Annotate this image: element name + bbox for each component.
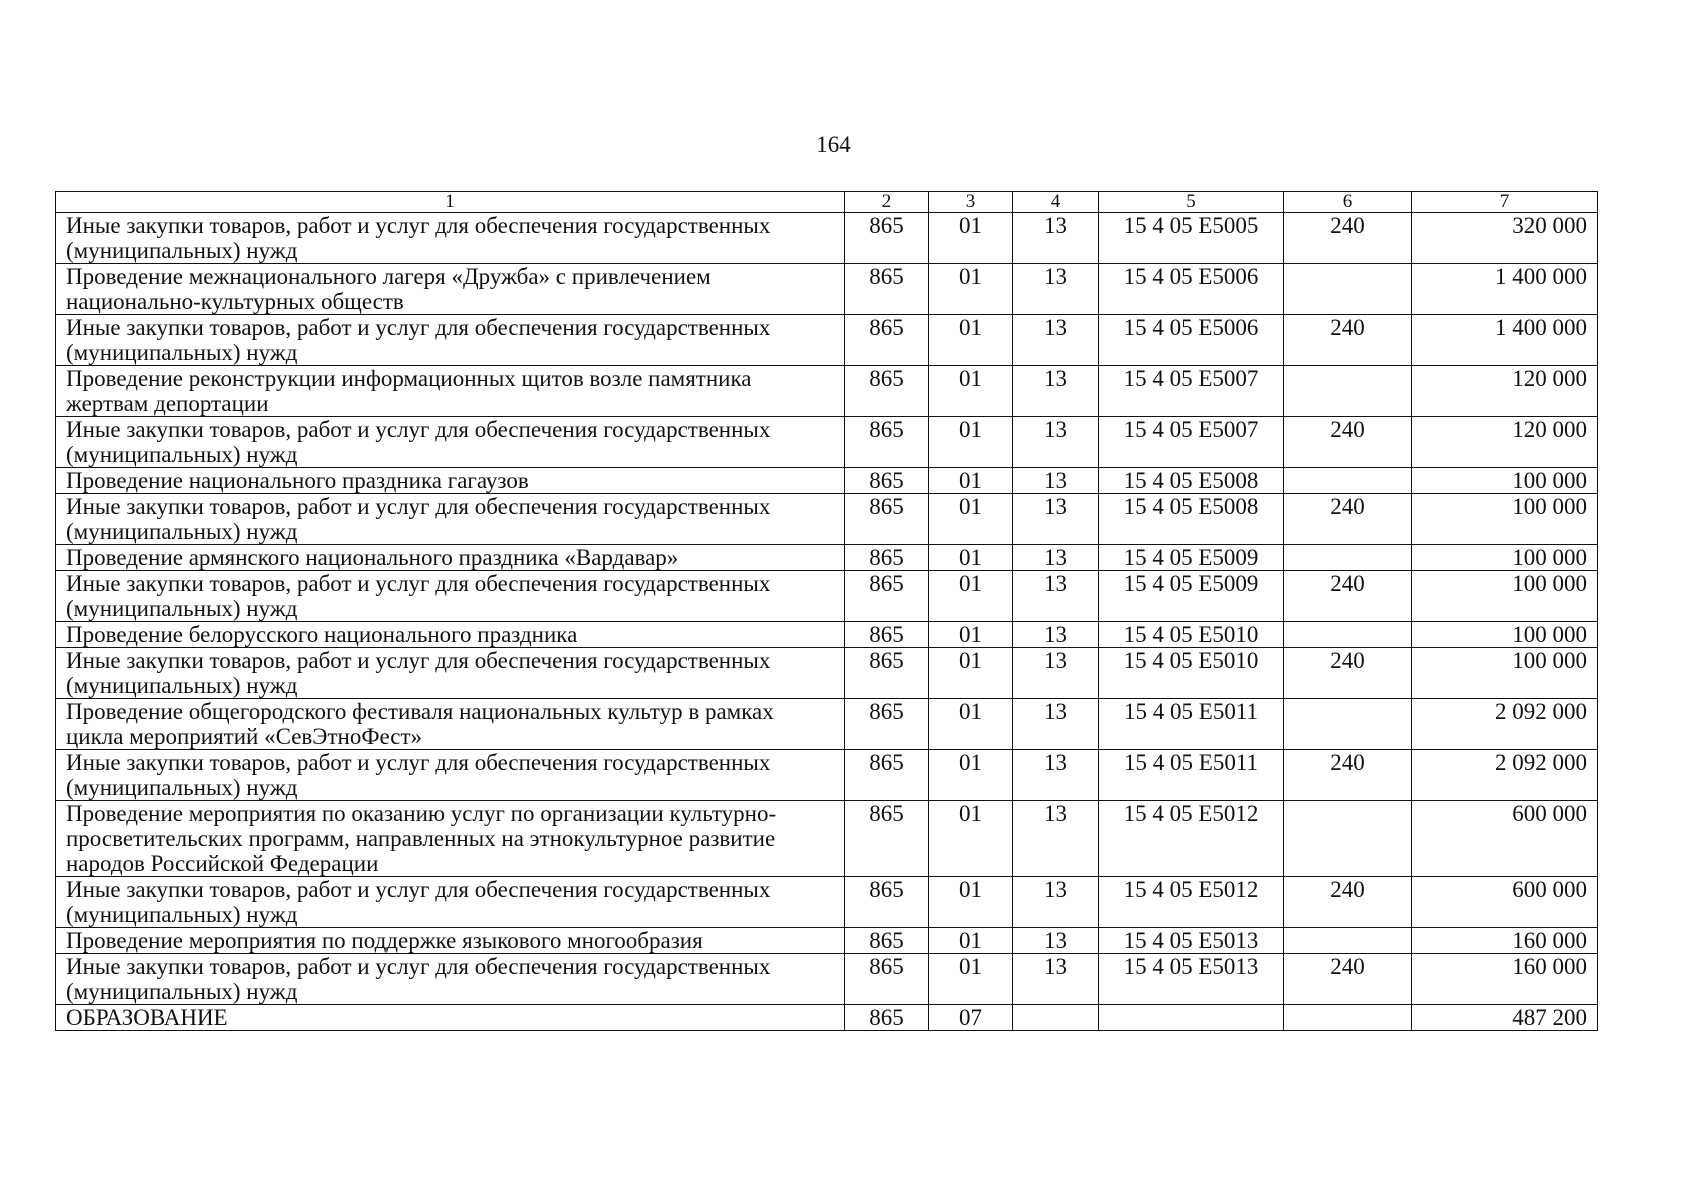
cell-expense-type bbox=[1284, 699, 1412, 750]
cell-target-article: 15 4 05 E5011 bbox=[1099, 750, 1284, 801]
row-description: Иные закупки товаров, работ и услуг для обеспечения государственных (муниципальных) нужд bbox=[56, 213, 845, 264]
cell-amount: 160 000 bbox=[1412, 928, 1598, 954]
cell-section: 01 bbox=[929, 264, 1013, 315]
cell-subsection: 13 bbox=[1013, 954, 1099, 1005]
cell-subsection: 13 bbox=[1013, 213, 1099, 264]
cell-target-article: 15 4 05 E5007 bbox=[1099, 366, 1284, 417]
page-number: 164 bbox=[816, 132, 851, 157]
cell-section: 01 bbox=[929, 928, 1013, 954]
cell-expense-type: 240 bbox=[1284, 648, 1412, 699]
cell-department: 865 bbox=[845, 366, 929, 417]
cell-subsection: 13 bbox=[1013, 648, 1099, 699]
cell-amount: 100 000 bbox=[1412, 494, 1598, 545]
cell-target-article: 15 4 05 E5012 bbox=[1099, 801, 1284, 877]
table-row bbox=[56, 699, 1598, 750]
cell-amount: 100 000 bbox=[1412, 622, 1598, 648]
cell-target-article: 15 4 05 E5011 bbox=[1099, 699, 1284, 750]
row-description: Иные закупки товаров, работ и услуг для обеспечения государственных (муниципальных) нужд bbox=[56, 877, 845, 928]
column-header: 2 bbox=[845, 192, 929, 213]
column-header: 7 bbox=[1412, 192, 1598, 213]
cell-department: 865 bbox=[845, 494, 929, 545]
row-description: ОБРАЗОВАНИЕ bbox=[56, 1005, 845, 1031]
cell-target-article: 15 4 05 E5010 bbox=[1099, 622, 1284, 648]
cell-subsection: 13 bbox=[1013, 801, 1099, 877]
cell-expense-type: 240 bbox=[1284, 750, 1412, 801]
cell-subsection: 13 bbox=[1013, 750, 1099, 801]
cell-target-article: 15 4 05 E5009 bbox=[1099, 545, 1284, 571]
cell-target-article: 15 4 05 E5008 bbox=[1099, 468, 1284, 494]
cell-amount: 160 000 bbox=[1412, 954, 1598, 1005]
row-description: Иные закупки товаров, работ и услуг для обеспечения государственных (муниципальных) нужд bbox=[56, 571, 845, 622]
cell-department: 865 bbox=[845, 213, 929, 264]
table-row bbox=[56, 494, 1598, 545]
column-header: 5 bbox=[1099, 192, 1284, 213]
cell-amount: 100 000 bbox=[1412, 468, 1598, 494]
cell-section: 01 bbox=[929, 801, 1013, 877]
row-description: Иные закупки товаров, работ и услуг для обеспечения государственных (муниципальных) нужд bbox=[56, 417, 845, 468]
row-description: Проведение мероприятия по поддержке языкового многообразия bbox=[56, 928, 845, 954]
cell-expense-type: 240 bbox=[1284, 494, 1412, 545]
row-description: Проведение межнационального лагеря «Дружба» с привлечением национально-культурных обществ bbox=[56, 264, 845, 315]
column-header: 3 bbox=[929, 192, 1013, 213]
table-row bbox=[56, 750, 1598, 801]
cell-section: 01 bbox=[929, 622, 1013, 648]
cell-section: 01 bbox=[929, 494, 1013, 545]
row-description: Иные закупки товаров, работ и услуг для обеспечения государственных (муниципальных) нужд bbox=[56, 954, 845, 1005]
cell-expense-type bbox=[1284, 264, 1412, 315]
cell-target-article: 15 4 05 E5005 bbox=[1099, 213, 1284, 264]
cell-amount: 120 000 bbox=[1412, 417, 1598, 468]
cell-section: 01 bbox=[929, 213, 1013, 264]
cell-department: 865 bbox=[845, 571, 929, 622]
table-row bbox=[56, 928, 1598, 954]
table-row bbox=[56, 801, 1598, 877]
cell-section: 01 bbox=[929, 648, 1013, 699]
cell-department: 865 bbox=[845, 928, 929, 954]
cell-department: 865 bbox=[845, 1005, 929, 1031]
cell-section: 07 bbox=[929, 1005, 1013, 1031]
cell-target-article: 15 4 05 E5013 bbox=[1099, 928, 1284, 954]
table-row bbox=[56, 264, 1598, 315]
cell-subsection: 13 bbox=[1013, 699, 1099, 750]
table-row bbox=[56, 622, 1598, 648]
cell-department: 865 bbox=[845, 750, 929, 801]
cell-department: 865 bbox=[845, 954, 929, 1005]
table-row bbox=[56, 954, 1598, 1005]
cell-section: 01 bbox=[929, 468, 1013, 494]
cell-target-article: 15 4 05 E5013 bbox=[1099, 954, 1284, 1005]
cell-expense-type bbox=[1284, 545, 1412, 571]
table-row bbox=[56, 648, 1598, 699]
cell-expense-type bbox=[1284, 468, 1412, 494]
cell-amount: 100 000 bbox=[1412, 648, 1598, 699]
cell-section: 01 bbox=[929, 417, 1013, 468]
cell-subsection: 13 bbox=[1013, 366, 1099, 417]
cell-department: 865 bbox=[845, 622, 929, 648]
cell-amount: 600 000 bbox=[1412, 801, 1598, 877]
cell-expense-type bbox=[1284, 1005, 1412, 1031]
cell-target-article: 15 4 05 E5006 bbox=[1099, 315, 1284, 366]
cell-amount: 320 000 bbox=[1412, 213, 1598, 264]
cell-amount: 1 400 000 bbox=[1412, 264, 1598, 315]
cell-target-article: 15 4 05 E5010 bbox=[1099, 648, 1284, 699]
column-header: 6 bbox=[1284, 192, 1412, 213]
cell-expense-type bbox=[1284, 928, 1412, 954]
cell-expense-type: 240 bbox=[1284, 213, 1412, 264]
cell-amount: 2 092 000 bbox=[1412, 699, 1598, 750]
cell-department: 865 bbox=[845, 315, 929, 366]
cell-subsection: 13 bbox=[1013, 877, 1099, 928]
cell-expense-type: 240 bbox=[1284, 954, 1412, 1005]
cell-target-article: 15 4 05 E5007 bbox=[1099, 417, 1284, 468]
table-row bbox=[56, 1005, 1598, 1031]
cell-expense-type bbox=[1284, 366, 1412, 417]
cell-target-article: 15 4 05 E5012 bbox=[1099, 877, 1284, 928]
cell-expense-type: 240 bbox=[1284, 571, 1412, 622]
cell-expense-type: 240 bbox=[1284, 315, 1412, 366]
cell-department: 865 bbox=[845, 545, 929, 571]
cell-section: 01 bbox=[929, 877, 1013, 928]
cell-amount: 2 092 000 bbox=[1412, 750, 1598, 801]
cell-expense-type bbox=[1284, 801, 1412, 877]
cell-department: 865 bbox=[845, 801, 929, 877]
cell-department: 865 bbox=[845, 468, 929, 494]
column-header: 1 bbox=[56, 192, 845, 213]
table-row bbox=[56, 545, 1598, 571]
cell-subsection: 13 bbox=[1013, 417, 1099, 468]
cell-expense-type: 240 bbox=[1284, 877, 1412, 928]
row-description: Проведение национального праздника гагаузов bbox=[56, 468, 845, 494]
cell-subsection: 13 bbox=[1013, 264, 1099, 315]
row-description: Проведение армянского национального праздника «Вардавар» bbox=[56, 545, 845, 571]
cell-department: 865 bbox=[845, 264, 929, 315]
cell-subsection: 13 bbox=[1013, 622, 1099, 648]
row-description: Проведение белорусского национального праздника bbox=[56, 622, 845, 648]
cell-section: 01 bbox=[929, 315, 1013, 366]
table-row bbox=[56, 571, 1598, 622]
cell-department: 865 bbox=[845, 699, 929, 750]
column-header: 4 bbox=[1013, 192, 1099, 213]
row-description: Иные закупки товаров, работ и услуг для обеспечения государственных (муниципальных) нужд bbox=[56, 315, 845, 366]
cell-subsection: 13 bbox=[1013, 928, 1099, 954]
cell-subsection: 13 bbox=[1013, 468, 1099, 494]
cell-section: 01 bbox=[929, 545, 1013, 571]
row-description: Проведение мероприятия по оказанию услуг по организации культурно-просветительских программ, направленных на этнокультурное развитие народов Российской Федерации bbox=[56, 801, 845, 877]
cell-section: 01 bbox=[929, 750, 1013, 801]
cell-amount: 100 000 bbox=[1412, 571, 1598, 622]
cell-target-article: 15 4 05 E5009 bbox=[1099, 571, 1284, 622]
cell-amount: 1 400 000 bbox=[1412, 315, 1598, 366]
cell-subsection: 13 bbox=[1013, 571, 1099, 622]
table-row bbox=[56, 417, 1598, 468]
cell-amount: 487 200 bbox=[1412, 1005, 1598, 1031]
cell-section: 01 bbox=[929, 954, 1013, 1005]
row-description: Иные закупки товаров, работ и услуг для обеспечения государственных (муниципальных) нужд bbox=[56, 750, 845, 801]
cell-amount: 100 000 bbox=[1412, 545, 1598, 571]
cell-department: 865 bbox=[845, 877, 929, 928]
row-description: Проведение общегородского фестиваля национальных культур в рамках цикла мероприятий «СевЭтноФест» bbox=[56, 699, 845, 750]
cell-amount: 600 000 bbox=[1412, 877, 1598, 928]
budget-table bbox=[55, 191, 1598, 1031]
row-description: Иные закупки товаров, работ и услуг для обеспечения государственных (муниципальных) нужд bbox=[56, 648, 845, 699]
cell-expense-type bbox=[1284, 622, 1412, 648]
cell-target-article: 15 4 05 E5008 bbox=[1099, 494, 1284, 545]
cell-subsection bbox=[1013, 1005, 1099, 1031]
table-row bbox=[56, 366, 1598, 417]
cell-section: 01 bbox=[929, 366, 1013, 417]
table-row bbox=[56, 468, 1598, 494]
cell-target-article: 15 4 05 E5006 bbox=[1099, 264, 1284, 315]
cell-target-article bbox=[1099, 1005, 1284, 1031]
cell-amount: 120 000 bbox=[1412, 366, 1598, 417]
table-row bbox=[56, 315, 1598, 366]
cell-subsection: 13 bbox=[1013, 545, 1099, 571]
cell-section: 01 bbox=[929, 571, 1013, 622]
table-row bbox=[56, 213, 1598, 264]
column-number-row bbox=[56, 192, 1598, 213]
cell-expense-type: 240 bbox=[1284, 417, 1412, 468]
row-description: Проведение реконструкции информационных щитов возле памятника жертвам депортации bbox=[56, 366, 845, 417]
cell-department: 865 bbox=[845, 648, 929, 699]
table-row bbox=[56, 877, 1598, 928]
cell-department: 865 bbox=[845, 417, 929, 468]
cell-subsection: 13 bbox=[1013, 494, 1099, 545]
cell-subsection: 13 bbox=[1013, 315, 1099, 366]
cell-section: 01 bbox=[929, 699, 1013, 750]
row-description: Иные закупки товаров, работ и услуг для обеспечения государственных (муниципальных) нужд bbox=[56, 494, 845, 545]
